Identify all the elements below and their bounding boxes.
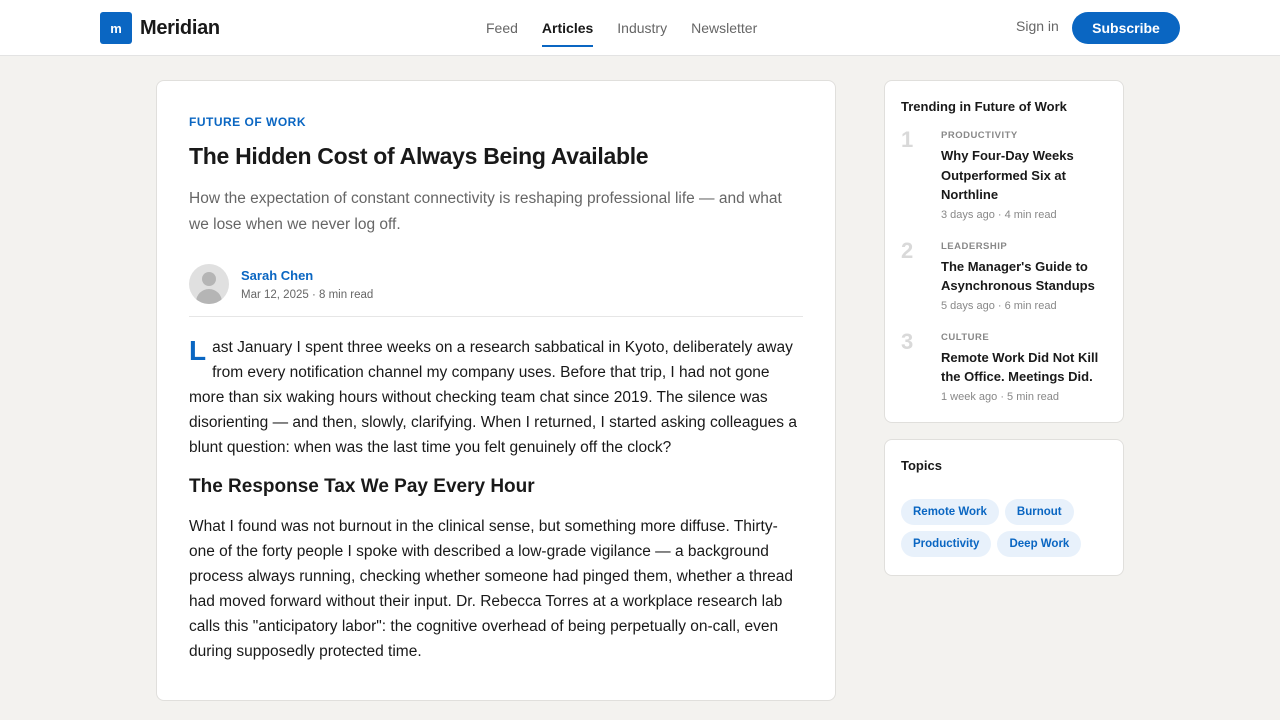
subscribe-button[interactable]: Subscribe bbox=[1072, 12, 1180, 44]
trending-item[interactable] bbox=[901, 127, 1107, 221]
trending-item[interactable] bbox=[901, 237, 1107, 312]
trending-category: CULTURE bbox=[941, 331, 990, 343]
article-title: The Hidden Cost of Always Being Available bbox=[189, 143, 649, 169]
main-nav bbox=[486, 0, 781, 56]
trending-rank: 3 bbox=[901, 328, 914, 354]
nav-newsletter[interactable]: Newsletter bbox=[691, 20, 758, 36]
avatar-placeholder-body bbox=[196, 289, 222, 304]
article-paragraph-1 bbox=[189, 335, 803, 460]
topic-tags bbox=[901, 499, 1107, 563]
author-byline bbox=[189, 264, 803, 317]
avatar-placeholder-head bbox=[202, 272, 216, 286]
author-name[interactable]: Sarah Chen bbox=[241, 267, 314, 283]
trending-rank: 2 bbox=[901, 237, 914, 263]
trending-meta: 3 days ago · 4 min read bbox=[941, 208, 1057, 221]
trending-item[interactable] bbox=[901, 328, 1107, 403]
trending-item-title[interactable]: Why Four-Day Weeks Outperformed Six at Northline bbox=[941, 148, 1074, 202]
trending-meta: 1 week ago · 5 min read bbox=[941, 390, 1060, 403]
paragraph-1-text: ast January I spent three weeks on a research sabbatical in Kyoto, deliberately away from every notification channel my company uses. Before that trip, I had not gone more than six waking hours without checking team chat since 2019. The silence was disorienting — and then, slowly, clarifying. When I returned, I started asking colleagues a blunt question: when was the last time you felt genuinely off the clock? bbox=[189, 339, 797, 456]
top-navigation-bar bbox=[0, 0, 1280, 56]
trending-category: LEADERSHIP bbox=[941, 240, 1008, 252]
trending-card bbox=[884, 80, 1124, 423]
trending-title: Trending in Future of Work bbox=[901, 99, 1067, 114]
topics-title: Topics bbox=[901, 458, 942, 473]
trending-item-title[interactable]: Remote Work Did Not Kill the Office. Meetings Did. bbox=[941, 349, 1099, 384]
topic-tag-deep-work[interactable]: Deep Work bbox=[997, 531, 1081, 557]
author-avatar[interactable] bbox=[189, 264, 229, 304]
article-subtitle: How the expectation of constant connectivity is reshaping professional life — and what we lose when we never log off. bbox=[189, 190, 782, 233]
trending-item-title[interactable]: The Manager's Guide to Asynchronous Standups bbox=[941, 258, 1095, 293]
brand-name[interactable]: Meridian bbox=[140, 16, 220, 39]
article-section-heading: The Response Tax We Pay Every Hour bbox=[189, 476, 535, 497]
topics-card bbox=[884, 439, 1124, 576]
topic-tag-remote-work[interactable]: Remote Work bbox=[901, 499, 999, 525]
nav-feed[interactable]: Feed bbox=[486, 20, 518, 36]
nav-industry[interactable]: Industry bbox=[617, 20, 668, 36]
article-category[interactable]: FUTURE OF WORK bbox=[189, 115, 306, 129]
brand[interactable] bbox=[100, 12, 220, 44]
drop-cap: L bbox=[189, 335, 207, 366]
article-paragraph-2: What I found was not burnout in the clinical sense, but something more diffuse. Thirty-one of the forty people I spoke with described a low-grade vigilance — a background process always running, checking whether someone had pinged them, whether a thread had moved forward without their input. Dr. Rebecca Torres at a workplace research lab calls this "anticipatory labor": the cognitive overhead of being perpetually on-call, even during supposedly protected time. bbox=[189, 518, 794, 660]
trending-rank: 1 bbox=[901, 127, 914, 152]
author-info bbox=[241, 268, 373, 301]
topic-tag-burnout[interactable]: Burnout bbox=[1005, 499, 1074, 525]
article-meta: Mar 12, 2025 · 8 min read bbox=[241, 288, 374, 301]
topic-tag-productivity[interactable]: Productivity bbox=[901, 531, 991, 557]
meridian-logo-icon[interactable]: m bbox=[100, 12, 132, 44]
trending-category: PRODUCTIVITY bbox=[941, 130, 1018, 141]
trending-meta: 5 days ago · 6 min read bbox=[941, 299, 1057, 312]
article-card bbox=[156, 80, 836, 701]
sign-in-link[interactable]: Sign in bbox=[1016, 18, 1059, 34]
nav-articles[interactable]: Articles bbox=[542, 0, 593, 56]
